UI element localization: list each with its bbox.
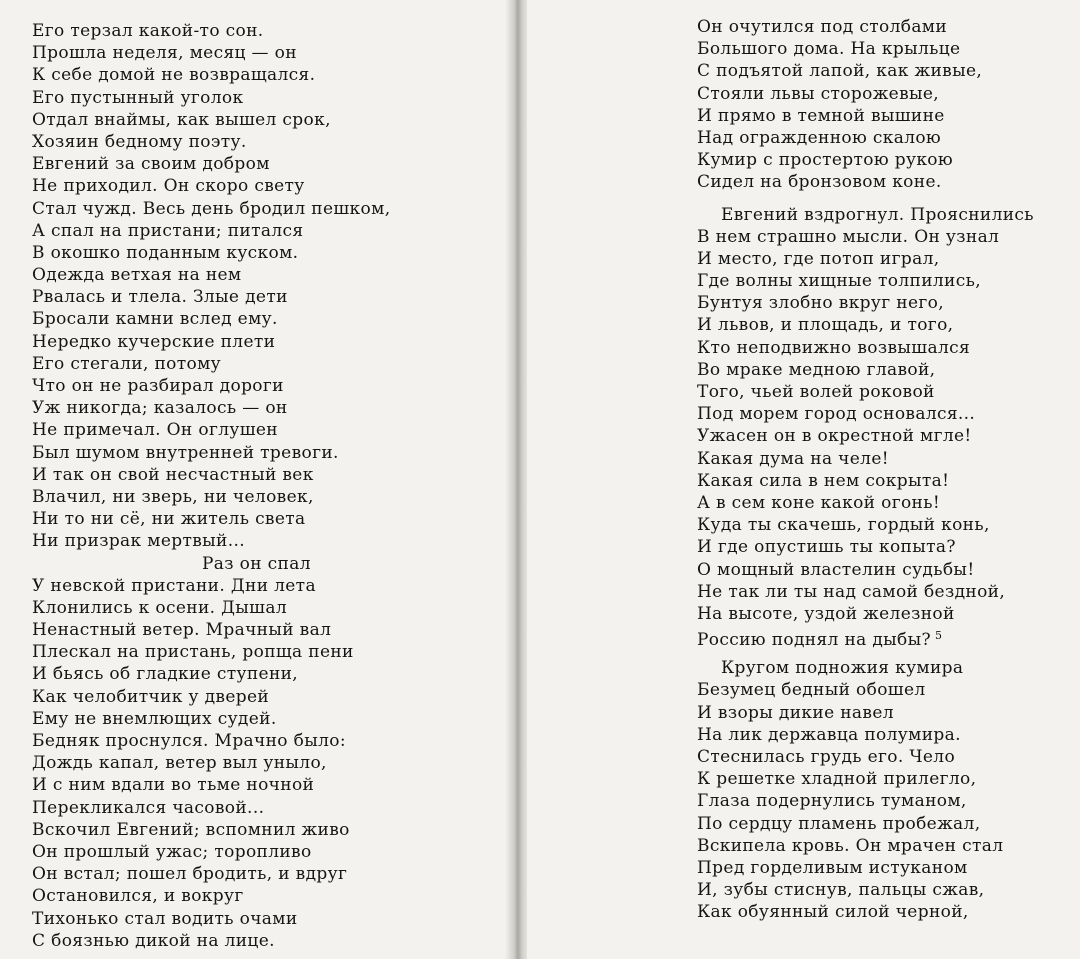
poem-line: Что он не разбирал дороги [32, 376, 284, 396]
poem-line: Стеснилась грудь его. Чело [697, 747, 956, 767]
poem-line: Хозяин бедному поэту. [32, 131, 247, 152]
poem-line: Ему не внемлющих судей. [32, 708, 277, 729]
poem-line: Уж никогда; казалось — он [32, 398, 288, 419]
poem-line: Был шумом внутренней тревоги. [32, 442, 339, 463]
poem-line: Где волны хищные толпились, [697, 271, 981, 292]
poem-line: Не так ли ты над самой бездной, [697, 581, 1006, 602]
poem-line: Кто неподвижно возвышался [697, 337, 971, 358]
poem-line: И так он свой несчастный век [32, 464, 314, 485]
poem-line: Какая дума на челе! [697, 448, 889, 469]
poem-line: И львов, и площадь, и того, [697, 315, 954, 336]
poem-line: И взоры дикие навел [697, 702, 894, 723]
poem-line: Во мраке медною главой, [697, 359, 936, 380]
poem-line: Ни призрак мертвый... [32, 531, 245, 552]
poem-line: Кумир с простертою рукою [697, 150, 954, 171]
poem-line: На высоте, уздой железной [697, 603, 955, 624]
poem-line: Плескал на пристань, ропща пени [32, 642, 354, 663]
poem-line: Безумец бедный обошел [697, 680, 926, 701]
poem-line: На лик державца полумира. [697, 724, 961, 745]
poem-line: Кругом подножия кумира [721, 658, 964, 679]
poem-line: Его пустынный уголок [32, 87, 244, 108]
poem-line: У невской пристани. Дни лета [32, 575, 316, 596]
poem-line: Вскочил Евгений; вспомнил живо [32, 819, 350, 840]
poem-line: Сидел на бронзовом коне. [697, 172, 942, 193]
poem-line: Остановился, и вокруг [32, 886, 244, 907]
poem-line: Он прошлый ужас; торопливо [32, 841, 312, 862]
poem-line: Клонились к осени. Дышал [32, 597, 287, 618]
poem-line: Ни то ни сё, ни житель света [32, 509, 306, 530]
poem-line: И бьясь об гладкие ступени, [32, 664, 299, 685]
poem-line: Он очутился под столбами [697, 17, 948, 37]
poem-line: Влачил, ни зверь, ни человек, [32, 486, 314, 507]
poem-line: Над огражденною скалою [697, 127, 942, 148]
poem-line: Одежда ветхая на нем [32, 265, 242, 286]
poem-line: Ужасен он в окрестной мгле! [697, 426, 972, 447]
poem-line: С боязнью дикой на лице. [32, 930, 275, 951]
poem-line: И прямо в темной вышине [697, 105, 945, 126]
poem-line: А спал на пристани; питался [32, 220, 304, 241]
poem-line: О мощный властелин судьбы! [697, 559, 975, 580]
poem-line: Ненастный ветер. Мрачный вал [32, 620, 332, 641]
poem-line: Нередко кучерские плети [32, 331, 276, 352]
poem-line: Глаза подернулись туманом, [697, 791, 967, 812]
poem-line: Бунтуя злобно вкруг него, [697, 293, 944, 314]
poem-line: Тихонько стал водить очами [32, 908, 298, 929]
poem-line: Не приходил. Он скоро свету [32, 176, 305, 197]
left-poem-text [32, 20, 390, 952]
poem-line: Как челобитчик у дверей [32, 686, 270, 707]
right-poem-text [697, 16, 1034, 924]
poem-line: Большого дома. На крыльце [697, 39, 961, 60]
poem-line: В нем страшно мысли. Он узнал [697, 226, 1000, 247]
poem-line: Стал чужд. Весь день бродил пешком, [32, 198, 391, 219]
poem-line: Его стегали, потому [32, 353, 222, 374]
poem-line: Пред горделивым истуканом [697, 857, 968, 878]
poem-line: Какая сила в нем сокрыта! [697, 470, 950, 491]
poem-line: Дождь капал, ветер выл уныло, [32, 753, 327, 774]
poem-line: Евгений за своим добром [32, 154, 270, 175]
poem-line: Евгений вздрогнул. Прояснились [721, 204, 1034, 225]
poem-line: И с ним вдали во тьме ночной [32, 775, 315, 796]
poem-line: Под морем город основался... [697, 404, 976, 425]
poem-line: Бедняк проснулся. Мрачно было: [32, 731, 346, 751]
poem-line: Он встал; пошел бродить, и вдруг [32, 864, 348, 885]
poem-line: Не примечал. Он оглушен [32, 420, 278, 441]
left-page [0, 0, 512, 959]
poem-line: Куда ты скачешь, гордый конь, [697, 515, 990, 536]
poem-line: К решетке хладной прилегло, [697, 769, 977, 790]
poem-line: И, зубы стиснув, пальцы сжав, [697, 880, 985, 901]
poem-line: В окошко поданным куском. [32, 242, 299, 263]
poem-line: Стояли львы сторожевые, [697, 83, 940, 104]
poem-line: Перекликался часовой... [32, 797, 265, 818]
poem-line: С подъятой лапой, как живые, [697, 61, 983, 82]
poem-line: Бросали камни вслед ему. [32, 309, 278, 330]
poem-line-text: Россию поднял на дыбы? [697, 630, 931, 651]
poem-line: Того, чьей волей роковой [697, 382, 935, 402]
poem-line: И место, где потоп играл, [697, 248, 940, 269]
poem-line: Прошла неделя, месяц — он [32, 43, 297, 64]
poem-line: И где опустишь ты копыта? [697, 537, 956, 558]
poem-line: Вскипела кровь. Он мрачен стал [697, 835, 1004, 856]
poem-line: Отдал внаймы, как вышел срок, [32, 109, 331, 130]
poem-line: Его терзал какой-то сон. [32, 21, 264, 41]
poem-line: По сердцу пламень пробежал, [697, 813, 981, 834]
poem-line: Рвалась и тлела. Злые дети [32, 287, 288, 308]
poem-line [697, 625, 1034, 651]
poem-line: К себе домой не возвращался. [32, 65, 316, 86]
poem-line: Раз он спал [202, 553, 311, 574]
poem-line: А в сем коне какой огонь! [697, 492, 941, 513]
right-page [527, 0, 1080, 959]
poem-line: Как обуянный силой черной, [697, 902, 969, 923]
footnote-mark: 5 [935, 629, 943, 643]
